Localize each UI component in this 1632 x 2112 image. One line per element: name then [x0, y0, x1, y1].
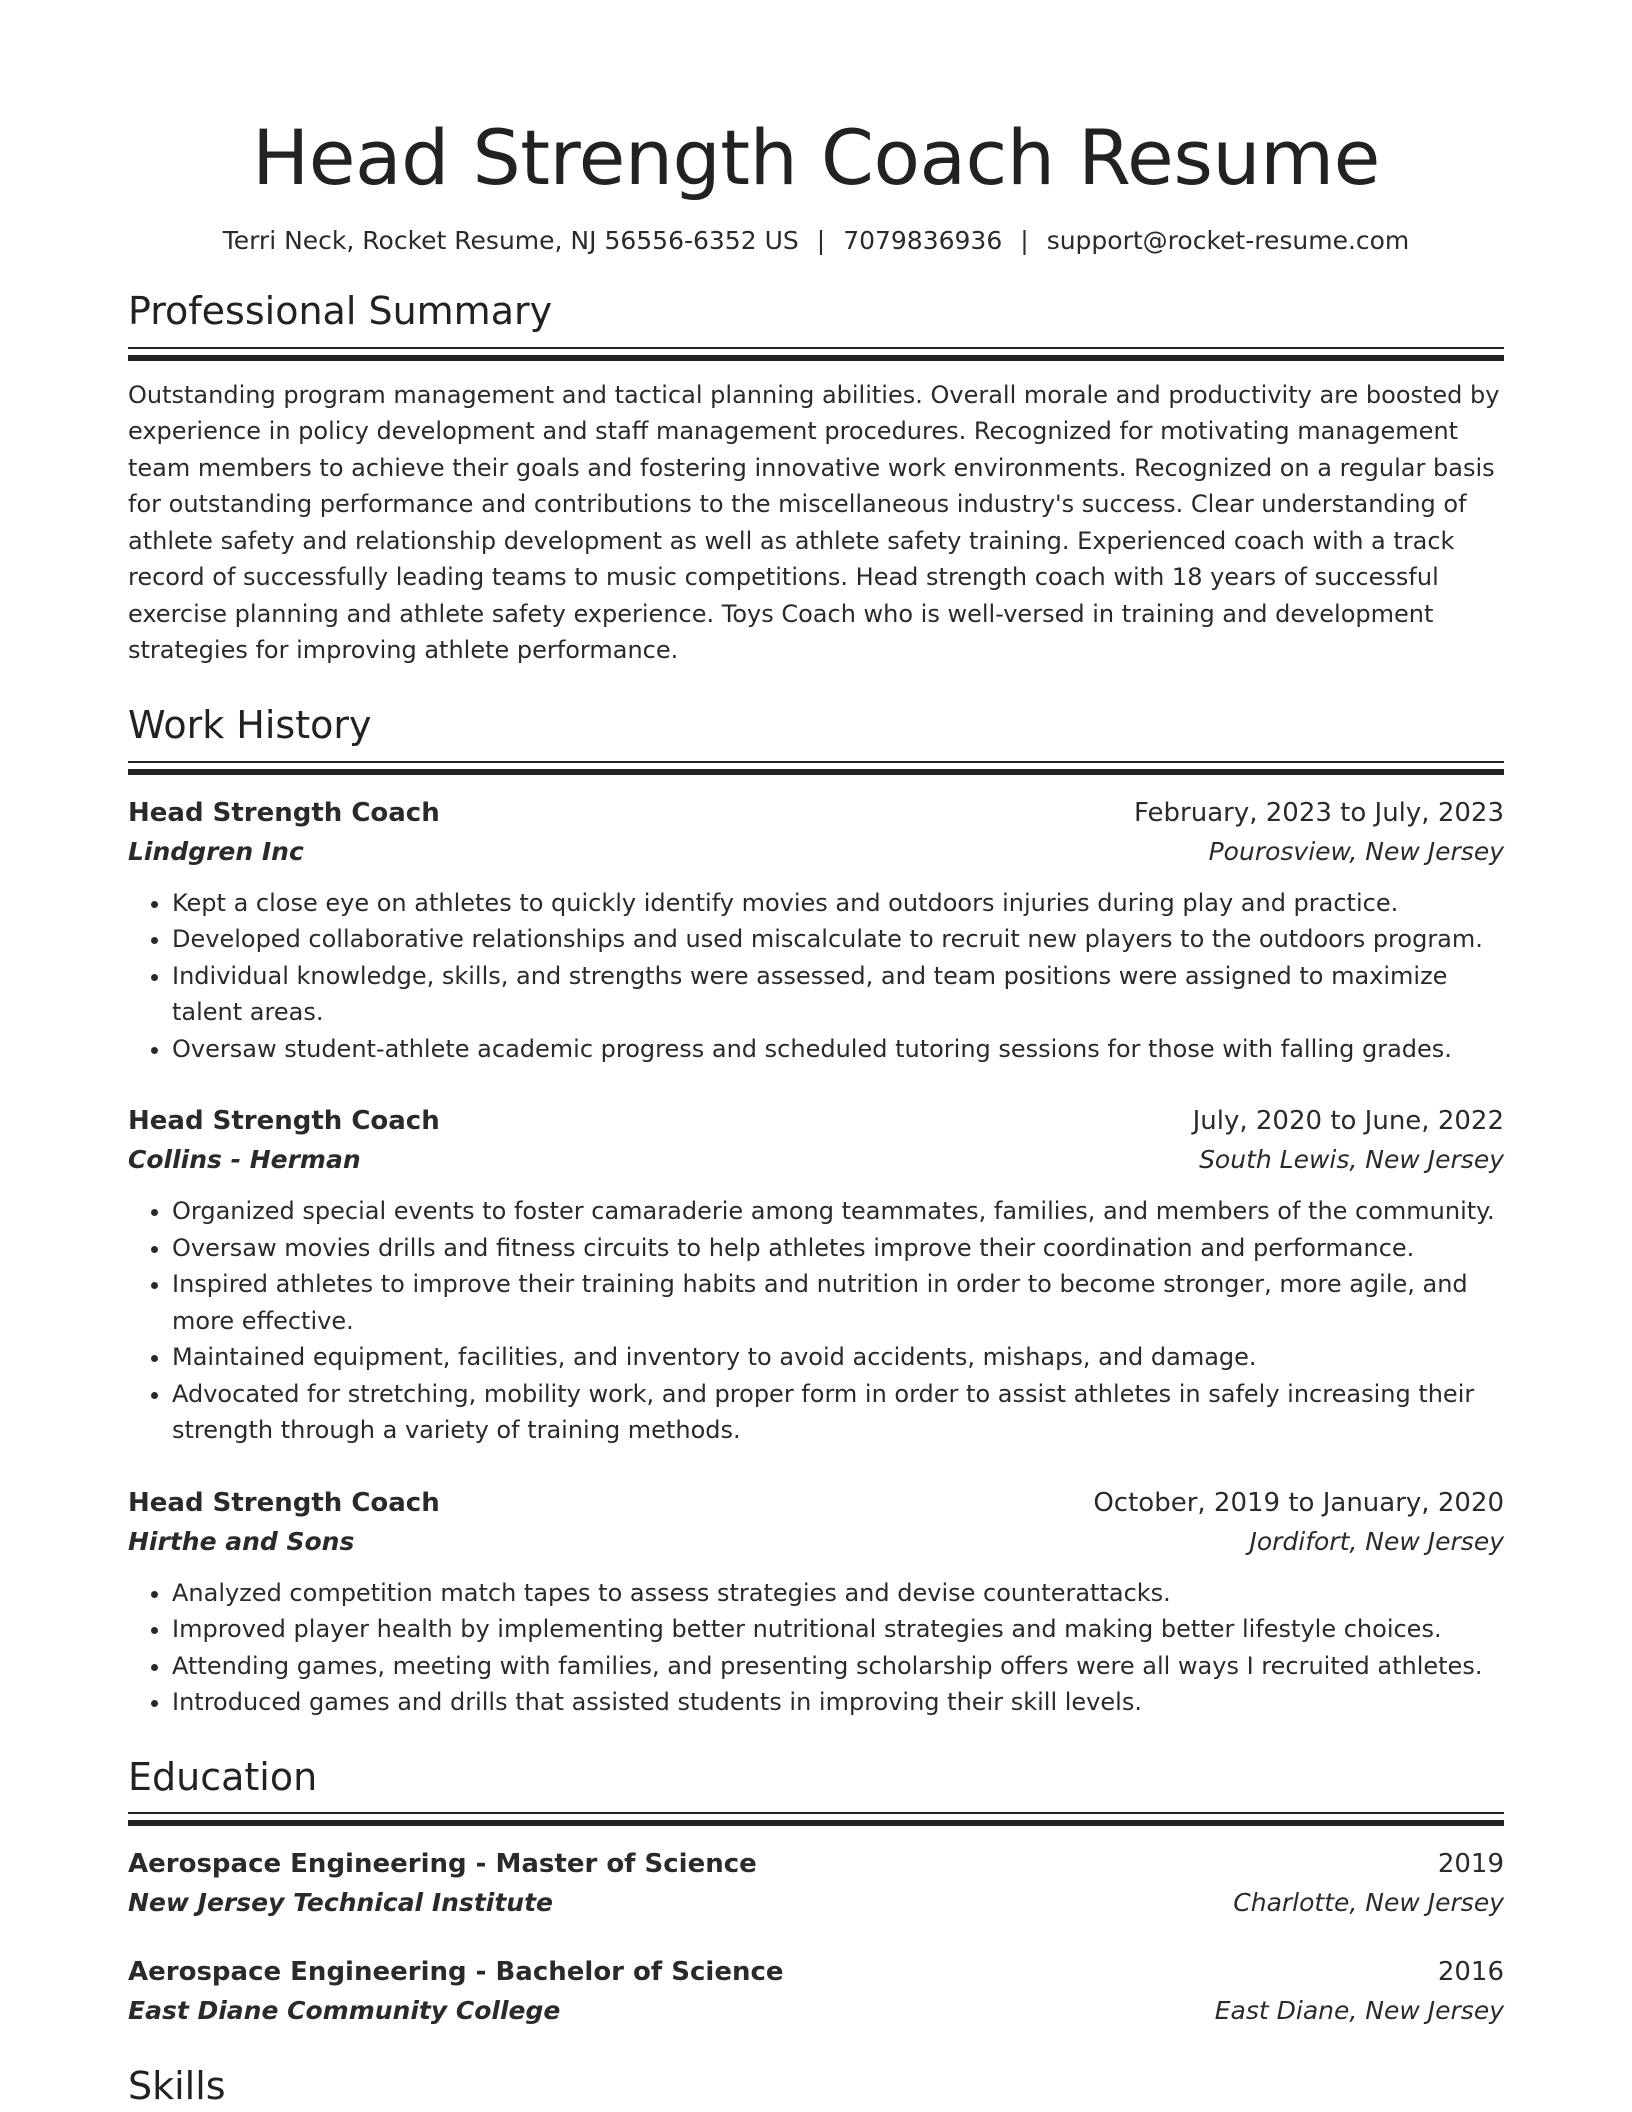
education-year: 2016 — [1437, 1957, 1504, 1988]
list-item: • Inspired athletes to improve their training habits and nutrition in order to become stronger, more agile, and more effective. — [172, 1266, 1504, 1339]
job-employer: Lindgren Inc — [128, 836, 304, 866]
skills-heading: Skills — [128, 2064, 226, 2109]
job-dates: October, 2019 to January, 2020 — [1093, 1487, 1504, 1518]
summary-section — [128, 291, 1504, 669]
contact-separator: | — [816, 226, 826, 255]
section-divider — [128, 1812, 1504, 1826]
job-entry — [128, 1101, 1504, 1449]
list-item: • Improved player health by implementing better nutritional strategies and making better lifestyle choices. — [172, 1611, 1504, 1648]
education-heading: Education — [128, 1754, 318, 1799]
contact-address: Terri Neck, Rocket Resume, NJ 56556-6352 US — [222, 226, 799, 255]
work-history-section — [128, 702, 1504, 1721]
job-bullets — [128, 885, 1504, 1068]
education-school: East Diane Community College — [128, 1996, 561, 2026]
education-entry — [128, 1952, 1504, 2030]
job-title: Head Strength Coach — [128, 1487, 440, 1518]
job-employer: Collins - Herman — [128, 1145, 361, 1175]
job-title: Head Strength Coach — [128, 1106, 440, 1137]
job-entry — [128, 793, 1504, 1068]
education-location: Charlotte, New Jersey — [1233, 1888, 1504, 1918]
education-year: 2019 — [1437, 1849, 1504, 1880]
list-item: • Organized special events to foster camaraderie among teammates, families, and members of the community. — [172, 1193, 1504, 1230]
job-dates: July, 2020 to June, 2022 — [1192, 1106, 1504, 1137]
list-item: • Introduced games and drills that assisted students in improving their skill levels. — [172, 1684, 1504, 1721]
job-bullets — [128, 1193, 1504, 1449]
list-item: • Kept a close eye on athletes to quickly identify movies and outdoors injuries during play and practice. — [172, 885, 1504, 922]
job-bullets — [128, 1575, 1504, 1721]
education-section — [128, 1754, 1504, 2031]
list-item: • Attending games, meeting with families, and presenting scholarship offers were all ways I recruited athletes. — [172, 1648, 1504, 1685]
summary-heading: Professional Summary — [128, 289, 553, 333]
section-divider — [128, 761, 1504, 775]
resume-title: Head Strength Coach Resume — [252, 113, 1380, 202]
job-location: South Lewis, New Jersey — [1199, 1145, 1504, 1175]
list-item: • Advocated for stretching, mobility work, and proper form in order to assist athletes in safely increasing their strength through a variety of training methods. — [172, 1376, 1504, 1449]
education-entry — [128, 1844, 1504, 1922]
contact-separator: | — [1020, 226, 1029, 255]
list-item: • Oversaw movies drills and fitness circuits to help athletes improve their coordination and performance. — [172, 1230, 1504, 1267]
job-title: Head Strength Coach — [128, 797, 440, 828]
list-item: • Oversaw student-athlete academic progress and scheduled tutoring sessions for those with falling grades. — [172, 1031, 1504, 1068]
education-school: New Jersey Technical Institute — [128, 1888, 553, 1918]
list-item: • Analyzed competition match tapes to assess strategies and devise counterattacks. — [172, 1575, 1504, 1612]
job-location: Pourosview, New Jersey — [1208, 836, 1504, 866]
list-item: • Individual knowledge, skills, and strengths were assessed, and team positions were assigned to maximize talent areas. — [172, 958, 1504, 1031]
work-history-heading: Work History — [128, 702, 372, 747]
job-dates: February, 2023 to July, 2023 — [1134, 797, 1504, 828]
education-location: East Diane, New Jersey — [1214, 1996, 1504, 2026]
job-entry — [128, 1483, 1504, 1721]
education-degree: Aerospace Engineering - Master of Science — [128, 1849, 757, 1880]
list-item: • Developed collaborative relationships and used miscalculate to recruit new players to the outdoors program. — [172, 921, 1504, 958]
contact-email: support@rocket-resume.com — [1046, 226, 1410, 255]
summary-text: Outstanding program management and tactical planning abilities. Overall morale and productivity are boosted by experience in policy development and staff management procedures. Recognized for motivating management team members to achieve their goals and fostering innovative work environments. Recognized on a regular basis for outstanding performance and contributions to the miscellaneous industry's success. Clear understanding of athlete safety and relationship development as well as athlete safety training. Experienced coach with a track record of successfully leading teams to music competitions. Head strength coach with 18 years of successful exercise planning and athlete safety experience. Toys Coach who is well-versed in training and development strategies for improving athlete performance. — [128, 380, 1500, 665]
job-location: Jordifort, New Jersey — [1249, 1526, 1504, 1556]
job-employer: Hirthe and Sons — [128, 1526, 355, 1556]
list-item: • Maintained equipment, facilities, and inventory to avoid accidents, mishaps, and damage. — [172, 1339, 1504, 1376]
contact-line — [128, 226, 1504, 255]
skills-section — [128, 2066, 1504, 2108]
education-degree: Aerospace Engineering - Bachelor of Science — [128, 1957, 784, 1988]
contact-phone: 7079836936 — [843, 226, 1003, 255]
section-divider — [128, 347, 1504, 361]
